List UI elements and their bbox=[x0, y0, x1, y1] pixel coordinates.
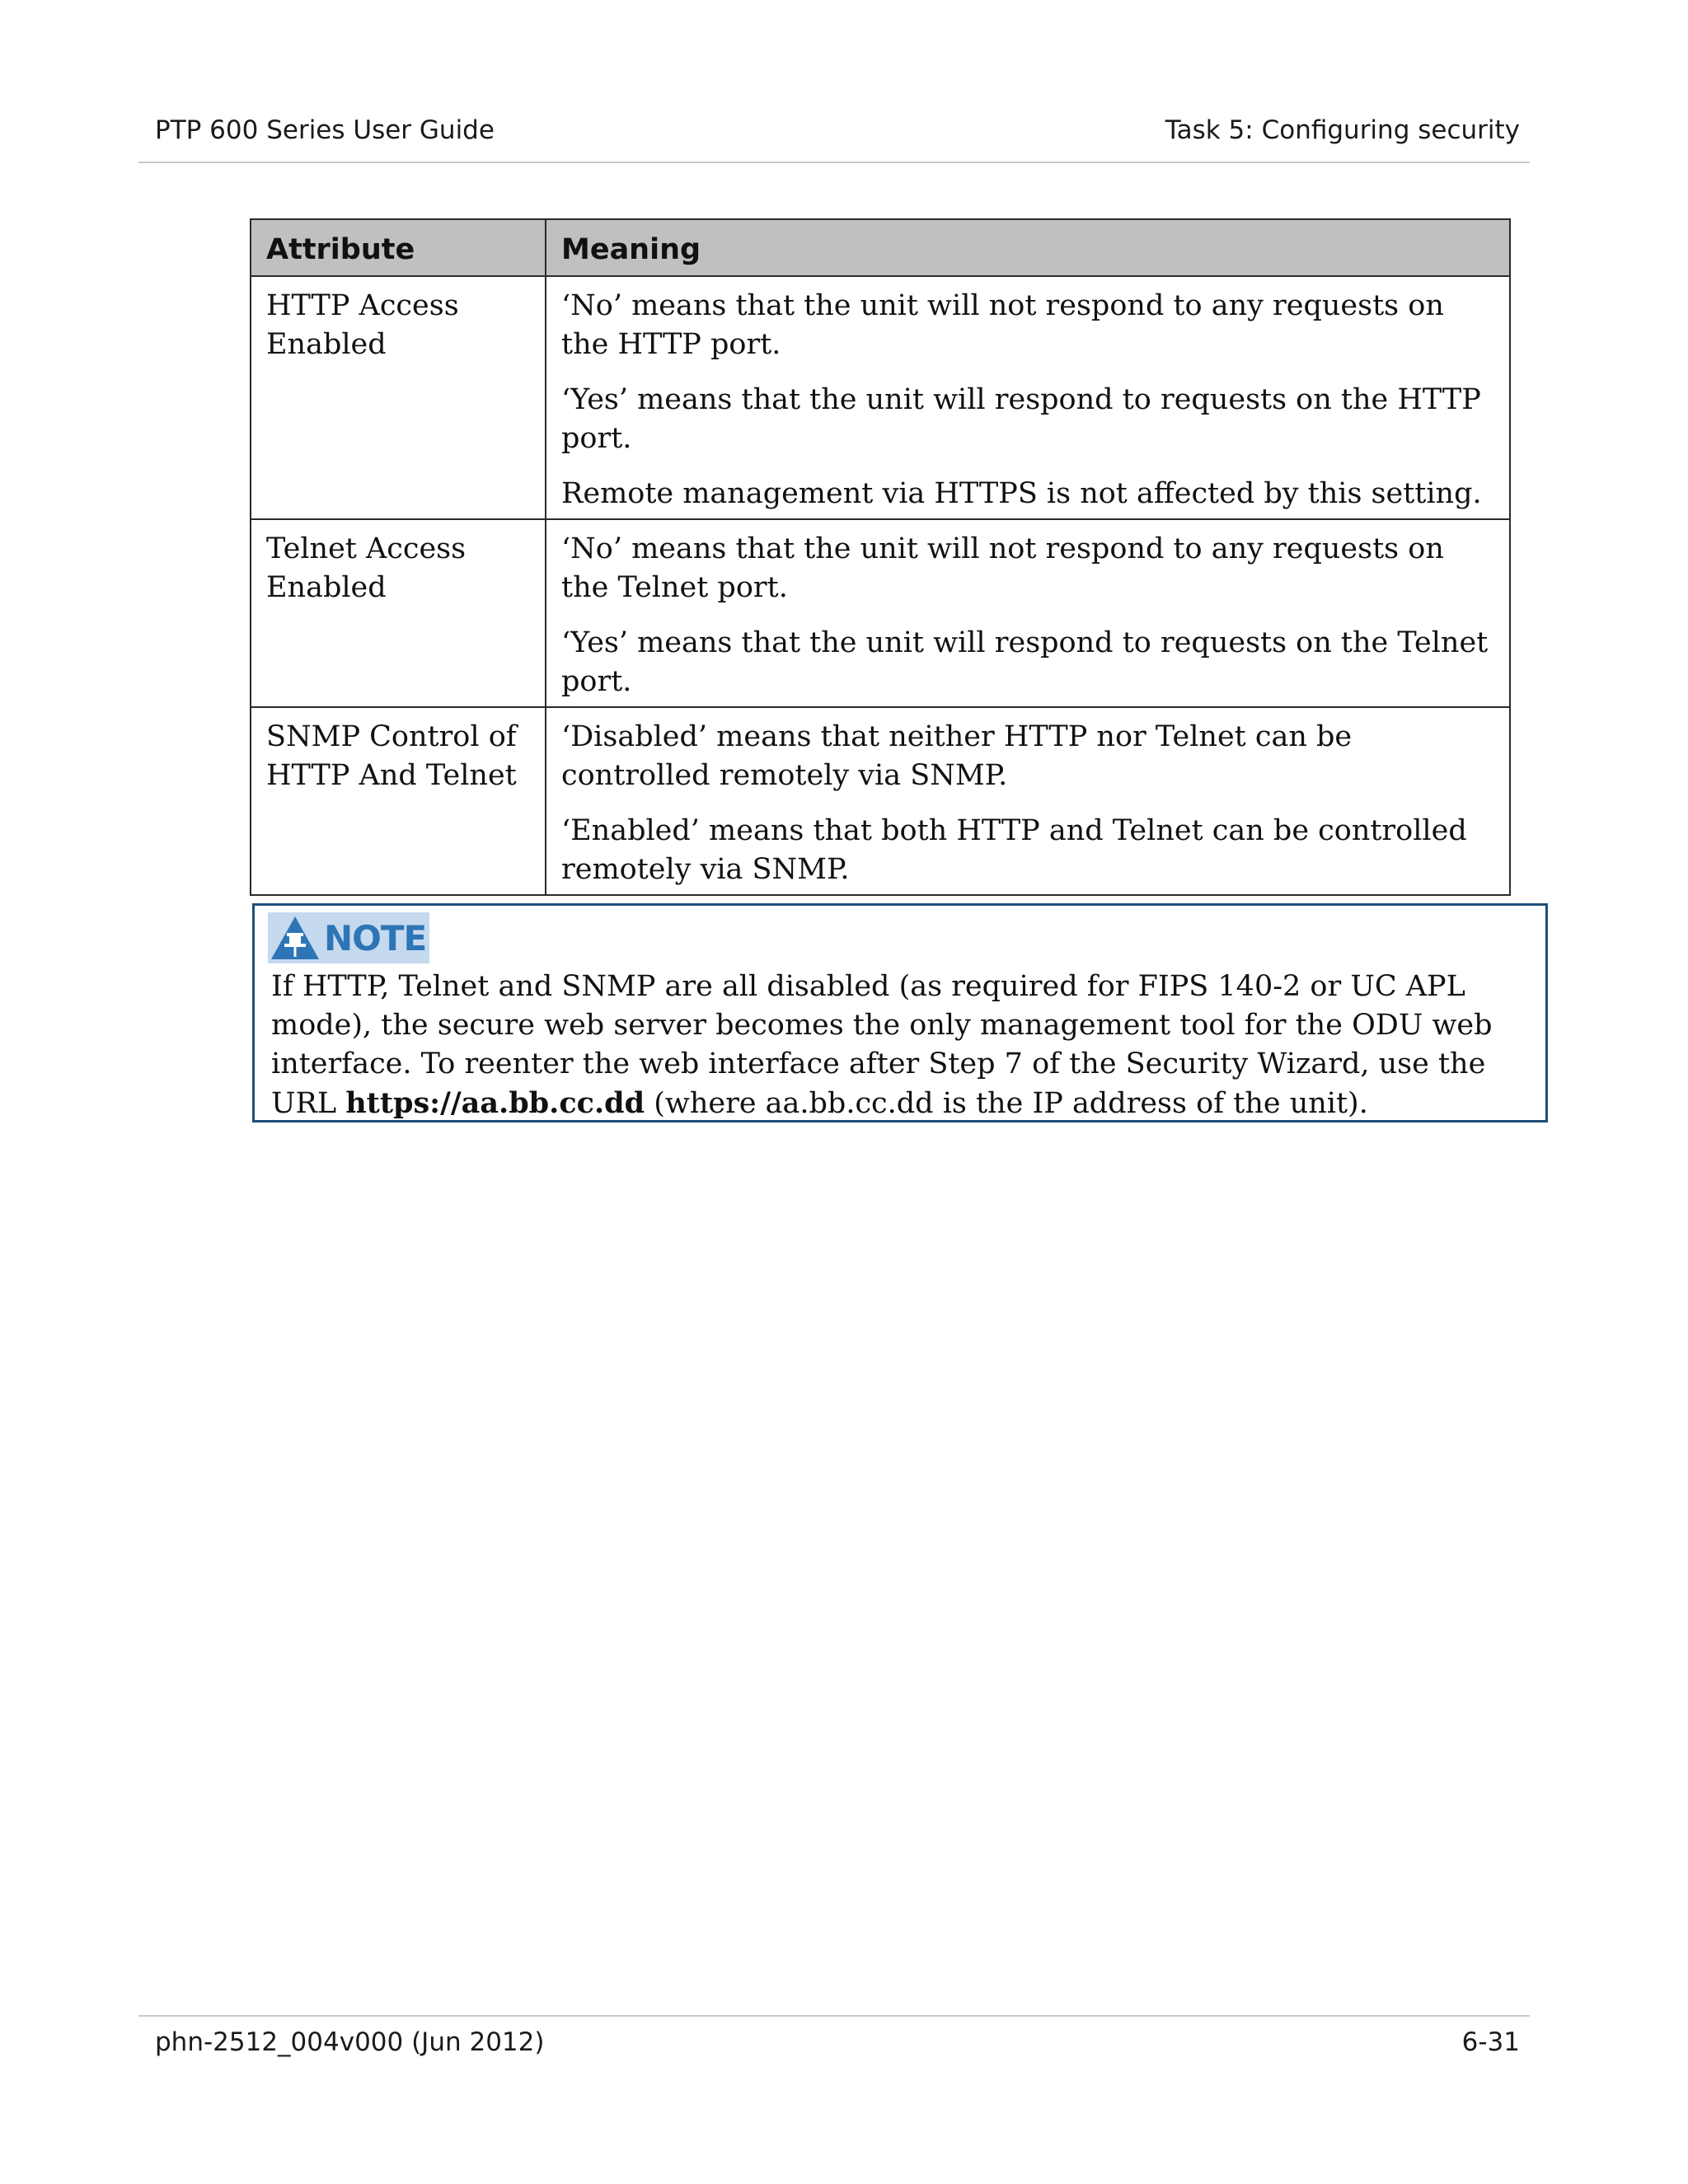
note-callout bbox=[252, 903, 1548, 1122]
attribute-line: HTTP Access bbox=[266, 289, 459, 322]
warning-pin-icon bbox=[270, 915, 321, 961]
meaning-paragraph: ‘No’ means that the unit will not respond to any requests on the HTTP port. bbox=[561, 289, 1444, 361]
meaning-paragraph: ‘Disabled’ means that neither HTTP nor Telnet can be controlled remotely via SNMP. bbox=[561, 720, 1353, 792]
running-footer bbox=[155, 2027, 1520, 2057]
attribute-line: Telnet Access bbox=[266, 532, 467, 565]
attribute-cell bbox=[251, 707, 546, 895]
meaning-cell bbox=[546, 707, 1510, 895]
meaning-paragraph: ‘Enabled’ means that both HTTP and Telnet can be controlled remotely via SNMP. bbox=[561, 814, 1467, 886]
attribute-line: HTTP And Telnet bbox=[266, 759, 517, 792]
note-text-intro: If HTTP, Telnet and SNMP are all disabled (as required for FIPS 140-2 or UC APL mode), the secure web server becomes the only management tool for the ODU web interface. To reenter the web interface after Step 7 of the Security Wizard, use the URL bbox=[271, 970, 1493, 1120]
meaning-cell bbox=[546, 519, 1510, 707]
footer-rule bbox=[138, 2015, 1530, 2017]
header-doc-title: PTP 600 Series User Guide bbox=[155, 115, 495, 145]
attribute-cell bbox=[251, 519, 546, 707]
note-text bbox=[271, 968, 1529, 1123]
meaning-paragraph: ‘Yes’ means that the unit will respond to requests on the Telnet port. bbox=[561, 626, 1489, 698]
attribute-line: Enabled bbox=[266, 328, 387, 361]
meaning-paragraph: Remote management via HTTPS is not affected by this setting. bbox=[561, 477, 1482, 510]
meaning-paragraph: ‘Yes’ means that the unit will respond to requests on the HTTP port. bbox=[561, 383, 1481, 455]
note-badge bbox=[268, 912, 429, 963]
meaning-paragraph: ‘No’ means that the unit will not respond to any requests on the Telnet port. bbox=[561, 532, 1444, 604]
note-text-end: (where aa.bb.cc.dd is the IP address of the unit). bbox=[645, 1087, 1368, 1120]
running-header bbox=[155, 115, 1520, 145]
table-row bbox=[251, 519, 1510, 707]
attribute-line: SNMP Control of bbox=[266, 720, 517, 753]
header-section-title: Task 5: Configuring security bbox=[1165, 115, 1520, 145]
note-url: https://aa.bb.cc.dd bbox=[345, 1086, 645, 1120]
page-number: 6-31 bbox=[1461, 2027, 1520, 2057]
column-header-attribute: Attribute bbox=[251, 219, 546, 276]
table-header-row bbox=[251, 219, 1510, 276]
table-row bbox=[251, 707, 1510, 895]
attribute-table bbox=[250, 218, 1511, 896]
column-header-meaning: Meaning bbox=[546, 219, 1510, 276]
attribute-line: Enabled bbox=[266, 571, 387, 604]
footer-doc-id: phn-2512_004v000 (Jun 2012) bbox=[155, 2027, 545, 2057]
attribute-cell bbox=[251, 276, 546, 519]
meaning-cell bbox=[546, 276, 1510, 519]
header-rule bbox=[138, 162, 1530, 163]
table-row bbox=[251, 276, 1510, 519]
note-label: NOTE bbox=[324, 917, 427, 958]
